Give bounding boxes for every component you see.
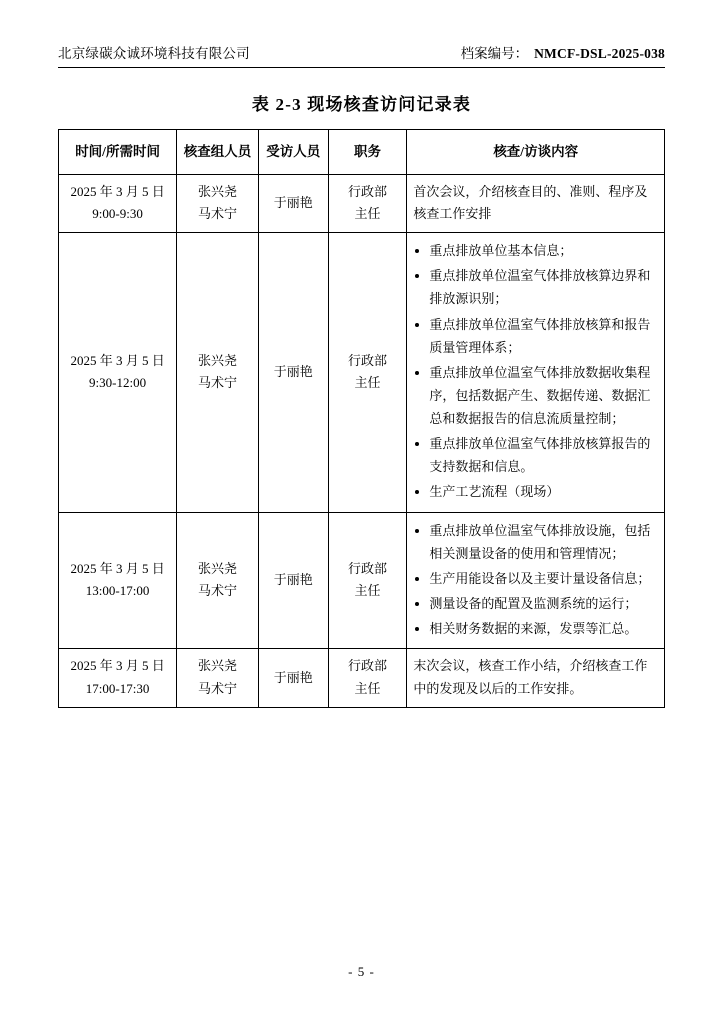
cell-interviewee xyxy=(258,233,328,512)
role-line: 主任 xyxy=(354,375,381,391)
cell-time xyxy=(59,174,177,233)
page-number: - 5 - xyxy=(348,964,375,979)
content-line: 首次会议，介绍核查目的、 xyxy=(413,183,570,199)
archive-code-value: NMCF-DSL-2025-038 xyxy=(534,46,665,61)
page-title: 表 2-3 现场核查访问记录表 xyxy=(251,95,472,114)
time-line: 13:00-17:00 xyxy=(85,583,150,599)
cell-interviewee xyxy=(258,649,328,708)
table-row xyxy=(59,512,665,649)
team-member: 张兴尧 xyxy=(198,183,238,199)
list-item: 重点排放单位温室气体排放核算边界和排放源识别； xyxy=(413,264,658,310)
list-item: 相关财务数据的来源，发票等汇总。 xyxy=(413,617,658,640)
team-member: 马术宁 xyxy=(198,375,238,391)
column-header-content: 核查/访谈内容 xyxy=(407,130,665,175)
interviewee-name: 于丽艳 xyxy=(273,571,313,587)
time-line: 2025 年 3 月 5 日 xyxy=(70,352,165,368)
table-header-row xyxy=(59,130,665,175)
archive-code xyxy=(461,42,665,62)
table-row xyxy=(59,174,665,233)
page-header xyxy=(58,42,665,68)
cell-interviewee xyxy=(258,174,328,233)
interviewee-name: 于丽艳 xyxy=(273,363,313,379)
role-line: 行政部 xyxy=(348,183,388,199)
cell-team xyxy=(177,512,259,649)
cell-team xyxy=(177,233,259,512)
role-line: 行政部 xyxy=(348,352,388,368)
column-header-team: 核查组人员 xyxy=(177,130,259,175)
content-line: 介绍核查工作中的发现及以 xyxy=(413,658,648,696)
team-member: 马术宁 xyxy=(198,583,238,599)
list-item: 重点排放单位温室气体排放数据收集程序，包括数据产生、数据传递、数据汇总和数据报告的信息流质量控制； xyxy=(413,361,658,430)
cell-role xyxy=(328,649,407,708)
site-visit-record-table xyxy=(58,129,665,708)
content-line: 后的工作安排。 xyxy=(491,680,583,696)
content-line: 末次会议，核查工作小结， xyxy=(413,658,570,674)
content-paragraph xyxy=(413,655,658,701)
list-item: 重点排放单位基本信息； xyxy=(413,239,658,262)
cell-role xyxy=(328,174,407,233)
column-header-interviewee: 受访人员 xyxy=(258,130,328,175)
company-name: 北京绿碳众诚环境科技有限公司 xyxy=(58,46,250,61)
content-paragraph xyxy=(413,181,658,227)
role-line: 主任 xyxy=(354,206,381,222)
team-member: 张兴尧 xyxy=(198,352,238,368)
content-line: 准则、程序及核查工作安排 xyxy=(413,183,648,222)
role-line: 主任 xyxy=(354,583,381,599)
time-line: 9:00-9:30 xyxy=(92,206,143,222)
role-line: 主任 xyxy=(354,680,381,696)
cell-interviewee xyxy=(258,512,328,649)
cell-team xyxy=(177,174,259,233)
list-item: 生产用能设备以及主要计量设备信息； xyxy=(413,567,658,590)
table-row xyxy=(59,233,665,512)
time-line: 2025 年 3 月 5 日 xyxy=(70,183,165,199)
column-header-time: 时间/所需时间 xyxy=(59,130,177,175)
time-line: 2025 年 3 月 5 日 xyxy=(70,658,165,674)
team-member: 马术宁 xyxy=(198,206,238,222)
cell-content xyxy=(407,233,665,512)
cell-team xyxy=(177,649,259,708)
interviewee-name: 于丽艳 xyxy=(273,669,313,685)
role-line: 行政部 xyxy=(348,560,388,576)
table-row xyxy=(59,649,665,708)
team-member: 马术宁 xyxy=(198,680,238,696)
content-bullet-list xyxy=(413,519,658,641)
list-item: 重点排放单位温室气体排放核算和报告质量管理体系； xyxy=(413,313,658,359)
team-member: 张兴尧 xyxy=(198,658,238,674)
time-line: 2025 年 3 月 5 日 xyxy=(70,560,165,576)
cell-content xyxy=(407,174,665,233)
archive-code-label: 档案编号： xyxy=(460,46,529,61)
cell-time xyxy=(59,512,177,649)
cell-content xyxy=(407,649,665,708)
time-line: 17:00-17:30 xyxy=(85,680,150,696)
page-footer xyxy=(0,964,723,980)
team-member: 张兴尧 xyxy=(198,560,238,576)
role-line: 行政部 xyxy=(348,658,388,674)
list-item: 生产工艺流程（现场） xyxy=(413,480,658,503)
list-item: 重点排放单位温室气体排放核算报告的支持数据和信息。 xyxy=(413,432,658,478)
content-bullet-list xyxy=(413,239,658,503)
cell-content xyxy=(407,512,665,649)
cell-role xyxy=(328,512,407,649)
cell-time xyxy=(59,233,177,512)
cell-time xyxy=(59,649,177,708)
time-line: 9:30-12:00 xyxy=(89,375,147,391)
list-item: 测量设备的配置及监测系统的运行； xyxy=(413,592,658,615)
column-header-role: 职务 xyxy=(328,130,407,175)
cell-role xyxy=(328,233,407,512)
interviewee-name: 于丽艳 xyxy=(273,195,313,210)
list-item: 重点排放单位温室气体排放设施，包括相关测量设备的使用和管理情况； xyxy=(413,519,658,565)
